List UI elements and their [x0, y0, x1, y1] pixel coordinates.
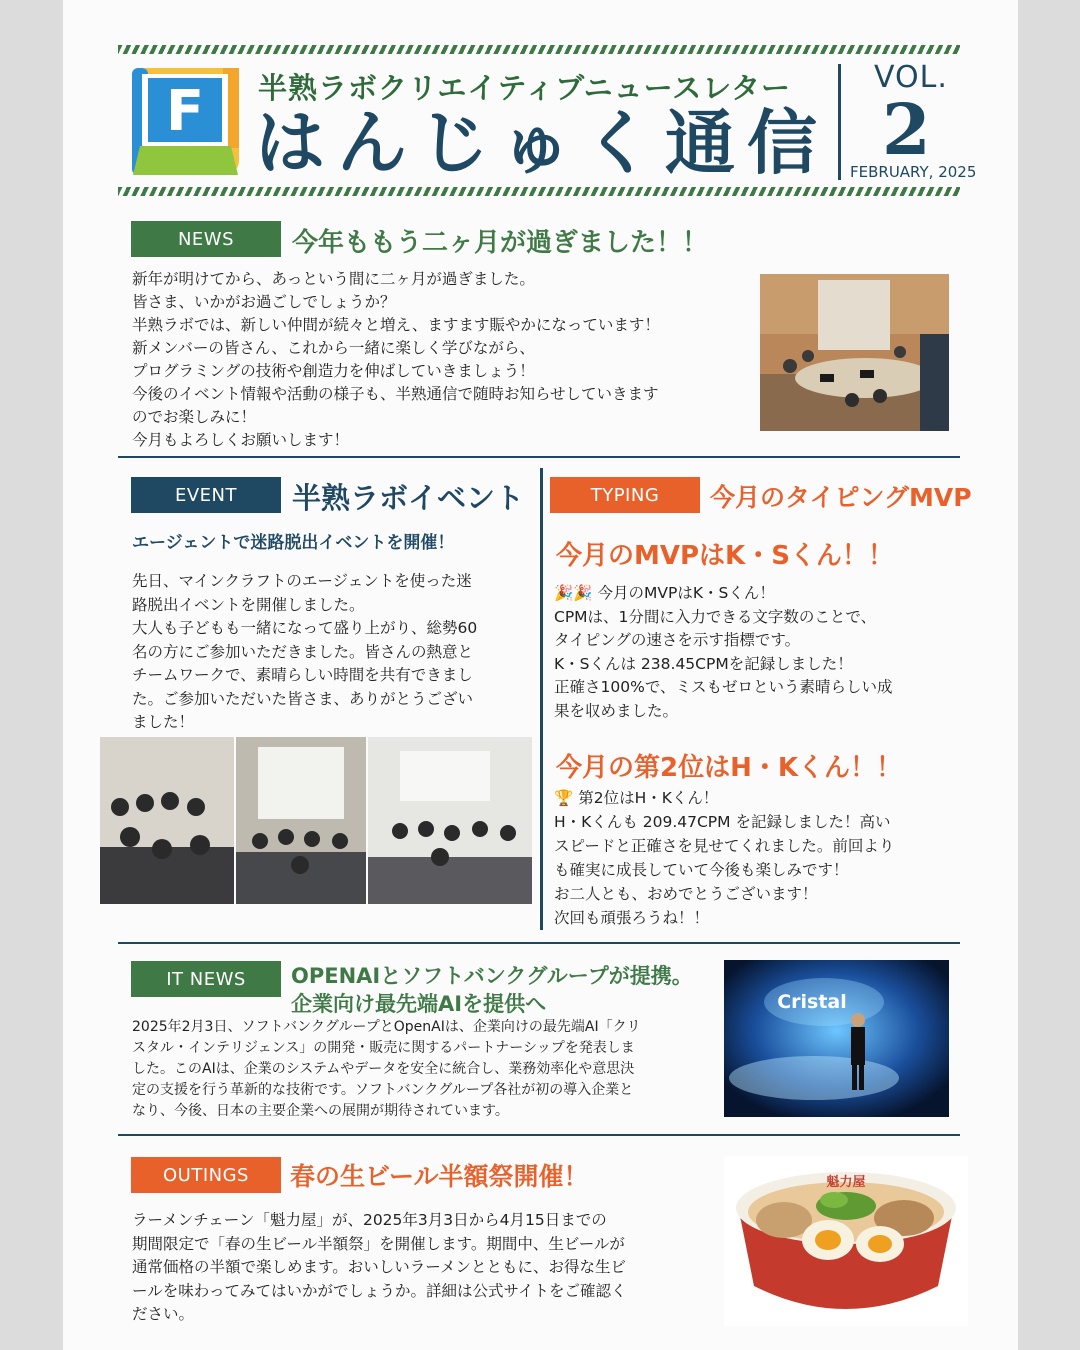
event-line: 大人も子どもも一緒になって盛り上がり、総勢60 — [132, 619, 478, 637]
section-rule — [118, 1134, 960, 1136]
mvp-line: K・Sくんは 238.45CPMを記録しました！ — [554, 654, 853, 673]
header-bottom-rule — [118, 187, 960, 196]
typing-tag: TYPING — [550, 477, 700, 513]
itnews-headline-line2: 企業向け最先端AIを提供へ — [291, 992, 547, 1016]
mvp-body — [554, 582, 893, 723]
second-line: 次回も頑張ろうね！！ — [554, 909, 710, 927]
second-line: お二人とも、おめでとうございます！ — [554, 885, 818, 903]
itnews-presentation-photo — [724, 960, 949, 1117]
news-line: 今月もよろしくお願いします！ — [132, 431, 350, 449]
outings-line: 期間限定で「春の生ビール半額祭」を開催します。期間中、生ビールが — [132, 1234, 625, 1253]
news-line: 新年が明けてから、あっという間に二ヶ月が過ぎました。 — [132, 270, 535, 288]
second-place-body — [554, 786, 894, 930]
column-divider — [540, 468, 543, 930]
mvp-line: CPMは、1分間に入力できる文字数のことで、 — [554, 607, 877, 626]
second-line: H・Kくんも 209.47CPM を記録しました！高い — [554, 813, 891, 831]
outings-body — [132, 1209, 626, 1327]
news-line: のでお楽しみに！ — [132, 408, 257, 426]
second-place-heading: 今月の第2位はH・Kくん！！ — [556, 753, 902, 783]
svg-text:Cristal: Cristal — [777, 991, 847, 1013]
news-classroom-photo — [760, 274, 949, 431]
header-divider — [838, 64, 841, 180]
section-rule — [118, 942, 960, 944]
event-body — [132, 570, 477, 735]
outings-line: ールを味わってみてはいかがでしょうか。詳細は公式サイトをご確認く — [132, 1281, 627, 1300]
newsletter-subtitle: 半熟ラボクリエイティブニュースレター — [258, 71, 792, 105]
mvp-line: 🎉🎉 今月のMVPはK・Sくん！ — [554, 584, 775, 602]
outings-tag: OUTINGS — [131, 1157, 281, 1193]
second-line: 🏆 第2位はH・Kくん！ — [554, 789, 719, 807]
event-line: 先日、マインクラフトのエージェントを使った迷 — [132, 572, 472, 590]
news-body — [132, 268, 660, 452]
event-subhead: エージェントで迷路脱出イベントを開催！ — [132, 533, 455, 553]
svg-text:F: F — [165, 79, 205, 144]
event-headline: 半熟ラボイベント — [292, 481, 525, 515]
news-tag: NEWS — [131, 221, 281, 257]
outings-line: ラーメンチェーン「魁力屋」が、2025年3月3日から4月15日までの — [132, 1211, 607, 1229]
event-line: 名の方にご参加いただきました。皆さんの熱意と — [132, 642, 474, 661]
newsletter-title: はんじゅく通信 — [255, 102, 829, 184]
itnews-line: 2025年2月3日、ソフトバンクグループとOpenAIは、企業向けの最先端AI「クリ — [132, 1019, 641, 1035]
mvp-line: 正確さ100%で、ミスもゼロという素晴らしい成 — [554, 678, 893, 696]
itnews-line: した。このAIは、企業のシステムやデータを安全に統合し、業務効率化や意思決 — [132, 1061, 635, 1077]
itnews-line: スタル・インテリジェンス」の開発・販売に関するパートナーシップを発表しま — [132, 1040, 635, 1056]
mvp-line: タイピングの速さを示す指標です。 — [554, 631, 801, 649]
mvp-heading: 今月のMVPはK・Sくん！！ — [556, 541, 894, 571]
logo-icon — [128, 64, 243, 179]
itnews-body — [132, 1017, 641, 1122]
itnews-headline-line1: OPENAIとソフトバンクグループが提携。 — [291, 964, 693, 988]
itnews-line: なり、今後、日本の主要企業への展開が期待されています。 — [132, 1103, 509, 1119]
issue-date: FEBRUARY, 2025 — [850, 163, 977, 181]
second-line: スピードと正確さを見せてくれました。前回より — [554, 837, 895, 855]
volume-label: VOL. — [874, 60, 948, 95]
event-line: 路脱出イベントを開催しました。 — [132, 595, 365, 614]
event-line: チームワークで、素晴らしい時間を共有できまし — [132, 666, 473, 684]
header-top-rule — [118, 45, 960, 54]
event-line: た。ご参加いただいた皆さま、ありがとうござい — [132, 689, 474, 708]
news-line: 新メンバーの皆さん、これから一緒に楽しく学びながら、 — [132, 339, 535, 357]
ramen-bowl-photo — [724, 1156, 968, 1326]
outings-line: 通常価格の半額で楽しめます。おいしいラーメンとともに、お得な生ビ — [132, 1258, 626, 1276]
mvp-line: 果を収めました。 — [554, 701, 679, 720]
news-line: 今後のイベント情報や活動の様子も、半熟通信で随時お知らせしていきます — [132, 385, 659, 403]
news-line: 皆さま、いかがお過ごしでしょうか？ — [132, 293, 396, 311]
svg-text:魁力屋: 魁力屋 — [826, 1175, 866, 1190]
outings-line: ださい。 — [132, 1305, 195, 1323]
volume-number: 2 — [882, 88, 931, 171]
news-line: プログラミングの技術や創造力を伸ばしていきましょう！ — [132, 362, 535, 380]
typing-headline: 今月のタイピングMVP — [710, 483, 972, 512]
itnews-tag: IT NEWS — [131, 961, 281, 997]
event-line: ました！ — [132, 713, 195, 731]
section-rule — [118, 456, 960, 458]
outings-headline: 春の生ビール半額祭開催！ — [290, 1162, 589, 1191]
event-tag: EVENT — [131, 477, 281, 513]
news-line: 半熟ラボでは、新しい仲間が続々と増え、ますます賑やかになっています！ — [132, 316, 660, 334]
event-group-photos — [100, 737, 532, 904]
itnews-line: 定の支援を行う革新的な技術です。ソフトバンクグループ各社が初の導入企業と — [132, 1082, 634, 1098]
second-line: も確実に成長していて今後も楽しみです！ — [554, 861, 849, 879]
news-headline: 今年ももう二ヶ月が過ぎました！！ — [292, 228, 709, 258]
